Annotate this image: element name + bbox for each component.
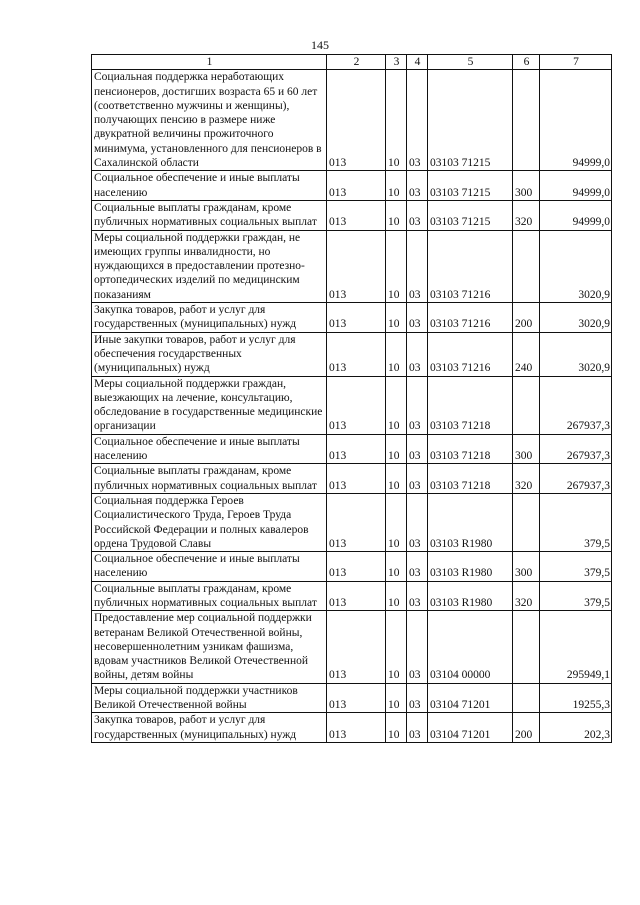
subsection-code: 03 [407, 493, 428, 551]
section-code: 10 [386, 683, 407, 713]
amount: 379,5 [540, 552, 612, 582]
amount: 267937,3 [540, 464, 612, 494]
amount: 19255,3 [540, 683, 612, 713]
subsection-code: 03 [407, 552, 428, 582]
table-row [92, 200, 612, 230]
subsection-code: 03 [407, 171, 428, 201]
subsection-code: 03 [407, 70, 428, 171]
table-row [92, 70, 612, 171]
row-description: Социальное обеспечение и иные выплаты населению [92, 171, 327, 201]
ministry-code: 013 [327, 683, 386, 713]
target-article-code: 03103 71218 [428, 376, 513, 434]
amount: 94999,0 [540, 171, 612, 201]
expense-type-code: 320 [513, 464, 540, 494]
section-code: 10 [386, 303, 407, 333]
section-code: 10 [386, 171, 407, 201]
expense-type-code: 240 [513, 332, 540, 376]
section-code: 10 [386, 611, 407, 683]
row-description: Социальные выплаты гражданам, кроме публичных нормативных социальных выплат [92, 200, 327, 230]
row-description: Меры социальной поддержки участников Великой Отечественной войны [92, 683, 327, 713]
ministry-code: 013 [327, 200, 386, 230]
ministry-code: 013 [327, 171, 386, 201]
table-row [92, 303, 612, 333]
row-description: Социальное обеспечение и иные выплаты населению [92, 552, 327, 582]
subsection-code: 03 [407, 200, 428, 230]
amount: 3020,9 [540, 303, 612, 333]
subsection-code: 03 [407, 611, 428, 683]
expense-type-code: 300 [513, 434, 540, 464]
row-description: Закупка товаров, работ и услуг для государственных (муниципальных) нужд [92, 713, 327, 743]
target-article-code: 03103 71216 [428, 230, 513, 302]
amount: 94999,0 [540, 70, 612, 171]
table-row [92, 332, 612, 376]
target-article-code: 03103 R1980 [428, 552, 513, 582]
ministry-code: 013 [327, 464, 386, 494]
amount: 202,3 [540, 713, 612, 743]
section-code: 10 [386, 464, 407, 494]
table-row [92, 683, 612, 713]
expense-type-code [513, 376, 540, 434]
target-article-code: 03103 R1980 [428, 493, 513, 551]
column-header: 4 [407, 55, 428, 70]
table-row [92, 581, 612, 611]
ministry-code: 013 [327, 611, 386, 683]
target-article-code: 03104 00000 [428, 611, 513, 683]
ministry-code: 013 [327, 303, 386, 333]
section-code: 10 [386, 376, 407, 434]
section-code: 10 [386, 332, 407, 376]
expense-type-code [513, 493, 540, 551]
ministry-code: 013 [327, 230, 386, 302]
ministry-code: 013 [327, 493, 386, 551]
row-description: Социальная поддержка неработающих пенсионеров, достигших возраста 65 и 60 лет (соответственно мужчины и женщины), получающих пенсию в размере ниже двукратной величины прожиточного минимума, установленного для пенсионеров в Сахалинской области [92, 70, 327, 171]
target-article-code: 03103 71218 [428, 434, 513, 464]
target-article-code: 03104 71201 [428, 683, 513, 713]
expense-type-code: 200 [513, 303, 540, 333]
amount: 94999,0 [540, 200, 612, 230]
expense-type-code: 200 [513, 713, 540, 743]
subsection-code: 03 [407, 464, 428, 494]
row-description: Меры социальной поддержки граждан, выезжающих на лечение, консультацию, обследование в государственные медицинские организации [92, 376, 327, 434]
row-description: Закупка товаров, работ и услуг для государственных (муниципальных) нужд [92, 303, 327, 333]
column-header: 1 [92, 55, 327, 70]
target-article-code: 03103 71216 [428, 332, 513, 376]
table-row [92, 552, 612, 582]
table-row [92, 376, 612, 434]
subsection-code: 03 [407, 230, 428, 302]
expense-type-code [513, 683, 540, 713]
expense-type-code [513, 230, 540, 302]
target-article-code: 03103 71215 [428, 171, 513, 201]
column-header: 6 [513, 55, 540, 70]
target-article-code: 03103 R1980 [428, 581, 513, 611]
target-article-code: 03103 71218 [428, 464, 513, 494]
row-description: Социальные выплаты гражданам, кроме публичных нормативных социальных выплат [92, 581, 327, 611]
section-code: 10 [386, 230, 407, 302]
subsection-code: 03 [407, 376, 428, 434]
amount: 379,5 [540, 493, 612, 551]
column-header: 2 [327, 55, 386, 70]
section-code: 10 [386, 581, 407, 611]
amount: 267937,3 [540, 376, 612, 434]
subsection-code: 03 [407, 683, 428, 713]
subsection-code: 03 [407, 581, 428, 611]
table-body [92, 55, 612, 743]
table-row [92, 493, 612, 551]
section-code: 10 [386, 434, 407, 464]
target-article-code: 03103 71215 [428, 70, 513, 171]
target-article-code: 03103 71215 [428, 200, 513, 230]
amount: 295949,1 [540, 611, 612, 683]
amount: 3020,9 [540, 230, 612, 302]
subsection-code: 03 [407, 434, 428, 464]
ministry-code: 013 [327, 434, 386, 464]
row-description: Меры социальной поддержки граждан, не имеющих группы инвалидности, но нуждающихся в предоставлении протезно-ортопедических изделий по медицинским показаниям [92, 230, 327, 302]
subsection-code: 03 [407, 303, 428, 333]
row-description: Иные закупки товаров, работ и услуг для обеспечения государственных (муниципальных) нужд [92, 332, 327, 376]
expense-type-code: 320 [513, 581, 540, 611]
ministry-code: 013 [327, 376, 386, 434]
page-number: 145 [311, 38, 329, 52]
column-header-row [92, 55, 612, 70]
section-code: 10 [386, 200, 407, 230]
subsection-code: 03 [407, 332, 428, 376]
table-row [92, 713, 612, 743]
row-description: Социальная поддержка Героев Социалистического Труда, Героев Труда Российской Федерации и полных кавалеров ордена Трудовой Славы [92, 493, 327, 551]
section-code: 10 [386, 713, 407, 743]
expense-type-code: 300 [513, 552, 540, 582]
amount: 379,5 [540, 581, 612, 611]
ministry-code: 013 [327, 581, 386, 611]
row-description: Социальное обеспечение и иные выплаты населению [92, 434, 327, 464]
row-description: Социальные выплаты гражданам, кроме публичных нормативных социальных выплат [92, 464, 327, 494]
target-article-code: 03104 71201 [428, 713, 513, 743]
ministry-code: 013 [327, 713, 386, 743]
table-row [92, 464, 612, 494]
row-description: Предоставление мер социальной поддержки ветеранам Великой Отечественной войны, несовершеннолетним узникам фашизма, вдовам участников Великой Отечественной войны, детям войны [92, 611, 327, 683]
table-row [92, 171, 612, 201]
column-header: 3 [386, 55, 407, 70]
table-row [92, 230, 612, 302]
section-code: 10 [386, 493, 407, 551]
section-code: 10 [386, 70, 407, 171]
expense-type-code: 300 [513, 171, 540, 201]
table-row [92, 611, 612, 683]
subsection-code: 03 [407, 713, 428, 743]
target-article-code: 03103 71216 [428, 303, 513, 333]
column-header: 5 [428, 55, 513, 70]
budget-table [91, 54, 612, 743]
expense-type-code: 320 [513, 200, 540, 230]
column-header: 7 [540, 55, 612, 70]
table-row [92, 434, 612, 464]
ministry-code: 013 [327, 70, 386, 171]
amount: 267937,3 [540, 434, 612, 464]
amount: 3020,9 [540, 332, 612, 376]
ministry-code: 013 [327, 332, 386, 376]
expense-type-code [513, 611, 540, 683]
expense-type-code [513, 70, 540, 171]
section-code: 10 [386, 552, 407, 582]
ministry-code: 013 [327, 552, 386, 582]
